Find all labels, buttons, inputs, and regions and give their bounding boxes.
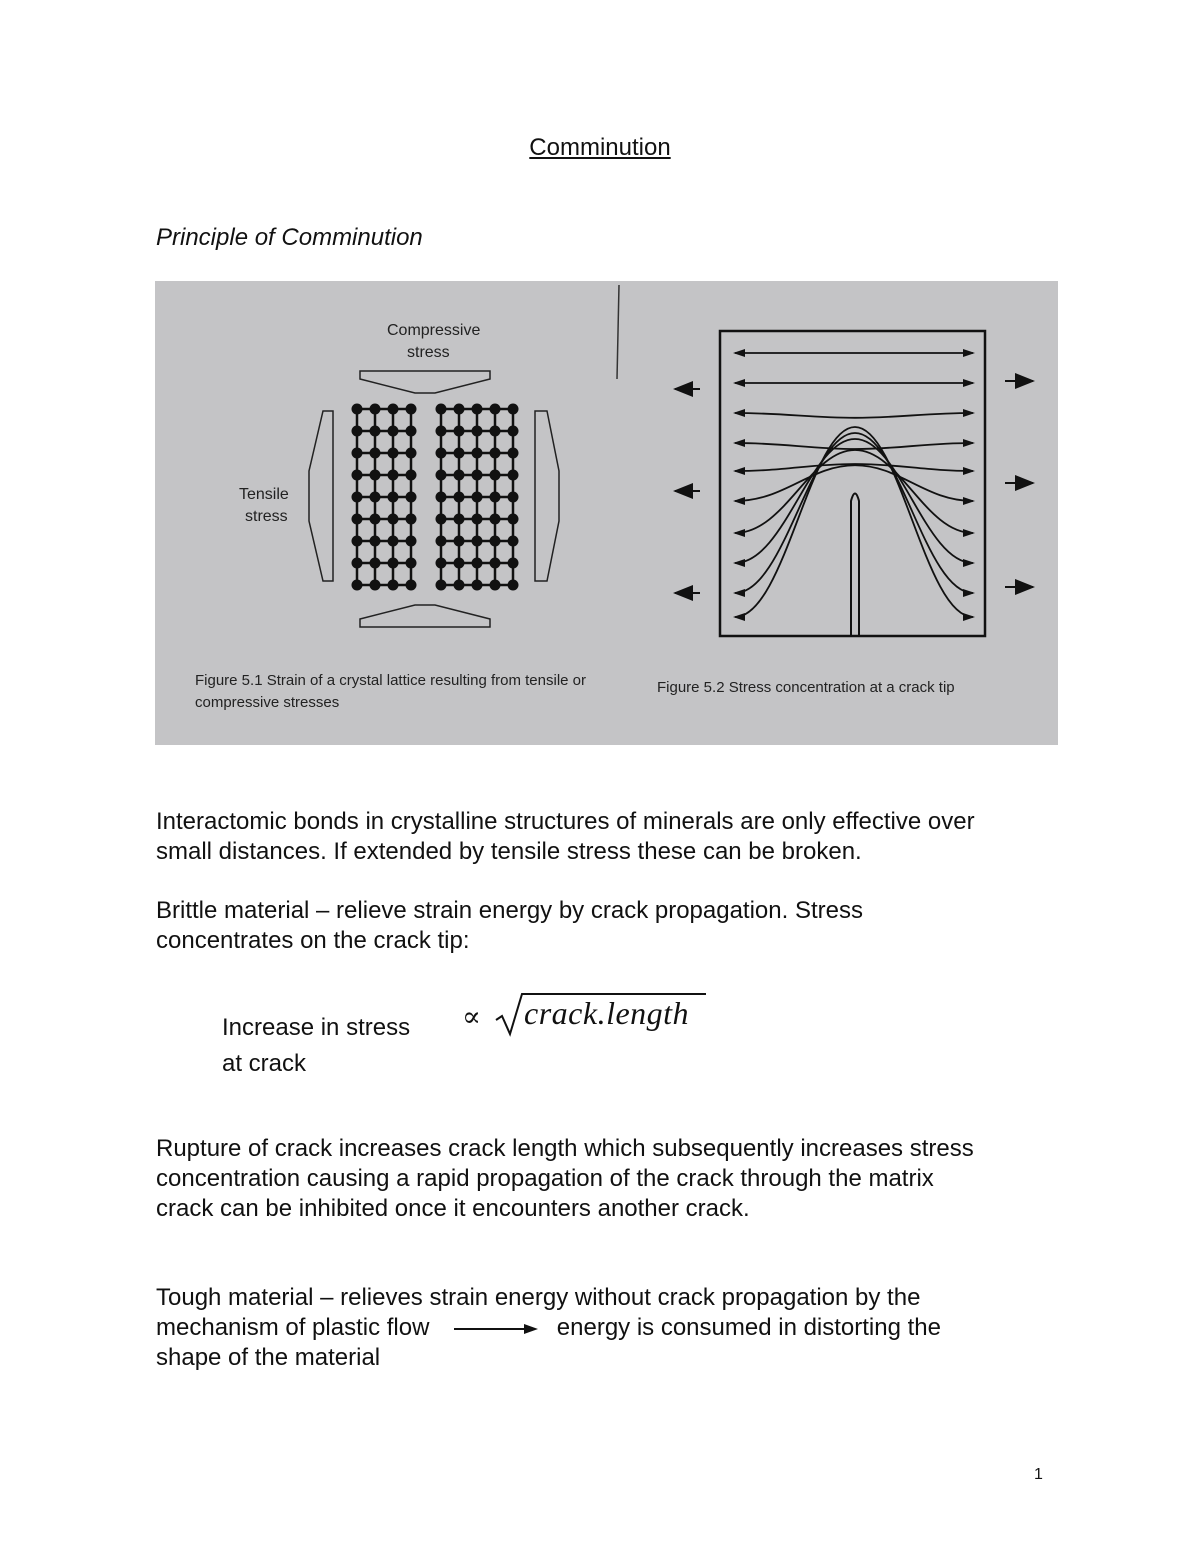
paragraph-line: concentration causing a rapid propagation of the crack through the matrix: [156, 1165, 934, 1192]
lattice-atom: [472, 514, 483, 525]
lattice-atom: [436, 470, 447, 481]
right-arrow-icon: [452, 1322, 542, 1336]
lattice-atom: [388, 492, 399, 503]
lattice-atom: [406, 580, 417, 591]
compressive-label-line2: stress: [407, 344, 450, 361]
paragraph-line: small distances. If extended by tensile stress these can be broken.: [156, 838, 862, 865]
equation-label-line: at crack: [222, 1050, 307, 1077]
lattice-atom: [436, 492, 447, 503]
lattice-atom: [472, 470, 483, 481]
lattice-atom: [352, 426, 363, 437]
field-arrowhead: [733, 613, 745, 621]
lattice-atom: [352, 580, 363, 591]
lattice-atom: [406, 558, 417, 569]
lattice-atom: [352, 404, 363, 415]
lattice-atom: [406, 448, 417, 459]
lattice-atom: [352, 536, 363, 547]
stress-field-line: [735, 413, 973, 418]
figure-5-1-caption-line1: Figure 5.1 Strain of a crystal lattice resulting from tensile or: [195, 672, 586, 689]
lattice-atom: [472, 558, 483, 569]
field-arrowhead: [963, 409, 975, 417]
lattice-atom: [436, 580, 447, 591]
paragraph-tough: [156, 1283, 1056, 1373]
lattice-atom: [370, 492, 381, 503]
field-arrowhead: [963, 439, 975, 447]
lattice-atom: [370, 536, 381, 547]
lattice-atom: [352, 492, 363, 503]
lattice-atom: [388, 404, 399, 415]
lattice-atom: [406, 426, 417, 437]
lattice-atom: [388, 558, 399, 569]
lattice-atom: [436, 558, 447, 569]
paragraph-line-with-arrow: [156, 1313, 1056, 1343]
lattice-atom: [490, 448, 501, 459]
field-arrowhead: [963, 379, 975, 387]
lattice-atom: [454, 448, 465, 459]
paragraph-brittle: [156, 896, 1056, 956]
lattice-atom: [454, 426, 465, 437]
lattice-atom: [508, 580, 519, 591]
lattice-atom: [508, 426, 519, 437]
equation-label: [222, 1010, 410, 1082]
stress-field-line: [735, 443, 973, 449]
lattice-atom: [490, 404, 501, 415]
field-arrowhead: [733, 439, 745, 447]
stress-field-line: [735, 427, 973, 617]
paragraph-line: Interactomic bonds in crystalline structures of minerals are only effective over: [156, 808, 975, 835]
field-arrowhead: [733, 589, 745, 597]
proportional-symbol: ∝: [462, 1000, 481, 1033]
tensile-label-line1: Tensile: [239, 486, 289, 503]
figure-divider: [617, 285, 619, 379]
lattice-atom: [370, 558, 381, 569]
lattice-atom: [388, 580, 399, 591]
lattice-atom: [472, 426, 483, 437]
lattice-atom: [472, 492, 483, 503]
lattice-atom: [454, 470, 465, 481]
field-arrowhead: [733, 529, 745, 537]
lattice-atom: [352, 470, 363, 481]
figure-5-1-caption-line2: compressive stresses: [195, 694, 340, 711]
lattice-atom: [388, 470, 399, 481]
compressive-arrow-bottom: [360, 605, 490, 627]
paragraph-line: Rupture of crack increases crack length which subsequently increases stress: [156, 1135, 974, 1162]
compressive-arrow-top: [360, 371, 490, 393]
lattice-atom: [370, 448, 381, 459]
lattice-atom: [454, 492, 465, 503]
lattice-atom: [388, 426, 399, 437]
lattice-atom: [436, 536, 447, 547]
figure-illustrations: [155, 281, 1058, 745]
stress-field-line: [735, 433, 973, 593]
lattice-atom: [454, 536, 465, 547]
crystal-lattice: [352, 404, 519, 591]
lattice-atom: [436, 404, 447, 415]
lattice-atom: [454, 580, 465, 591]
lattice-atom: [508, 492, 519, 503]
lattice-atom: [352, 448, 363, 459]
lattice-atom: [508, 514, 519, 525]
field-arrowhead: [733, 409, 745, 417]
equation-label-line: Increase in stress: [222, 1014, 411, 1041]
lattice-atom: [370, 470, 381, 481]
paragraph-line: concentrates on the crack tip:: [156, 927, 470, 954]
section-heading: Principle of Comminution: [156, 224, 423, 251]
lattice-atom: [508, 470, 519, 481]
lattice-atom: [388, 448, 399, 459]
equation-expression: crack.length: [524, 995, 690, 1031]
lattice-atom: [508, 558, 519, 569]
field-arrowhead: [733, 379, 745, 387]
lattice-atom: [490, 470, 501, 481]
compressive-label-line1: Compressive: [387, 322, 481, 339]
paragraph-line: Brittle material – relieve strain energy by crack propagation. Stress: [156, 897, 863, 924]
lattice-atom: [472, 404, 483, 415]
lattice-atom: [406, 536, 417, 547]
crack: [851, 494, 859, 637]
field-arrowhead: [963, 467, 975, 475]
lattice-atom: [370, 426, 381, 437]
lattice-atom: [436, 514, 447, 525]
lattice-atom: [454, 514, 465, 525]
field-arrowhead: [963, 529, 975, 537]
lattice-atom: [508, 536, 519, 547]
field-arrowhead: [733, 497, 745, 505]
lattice-atom: [454, 558, 465, 569]
lattice-atom: [436, 426, 447, 437]
paragraph-fragment: energy is consumed in distorting the: [556, 1314, 941, 1341]
lattice-atom: [352, 558, 363, 569]
stress-field-line: [735, 450, 973, 533]
lattice-atom: [454, 404, 465, 415]
lattice-atom: [490, 536, 501, 547]
field-arrowhead: [963, 613, 975, 621]
stress-field-lines: [733, 349, 975, 621]
tensile-arrow-left: [309, 411, 333, 581]
lattice-atom: [472, 536, 483, 547]
lattice-atom: [388, 536, 399, 547]
lattice-atom: [406, 492, 417, 503]
lattice-atom: [490, 514, 501, 525]
paragraph-line: shape of the material: [156, 1344, 381, 1371]
paragraph-line: Tough material – relieves strain energy without crack propagation by the: [156, 1284, 921, 1311]
tensile-label-line2: stress: [245, 508, 288, 525]
lattice-atom: [370, 580, 381, 591]
lattice-atom: [370, 404, 381, 415]
page-title: Comminution: [529, 134, 671, 161]
stress-field-line: [735, 465, 973, 501]
field-arrowhead: [733, 467, 745, 475]
crack-specimen-outline: [720, 331, 985, 636]
field-arrowhead: [733, 559, 745, 567]
lattice-atom: [508, 404, 519, 415]
stress-field-line: [735, 439, 973, 563]
lattice-atom: [406, 514, 417, 525]
lattice-atom: [490, 558, 501, 569]
tensile-arrow-right: [535, 411, 559, 581]
lattice-atom: [472, 448, 483, 459]
lattice-atom: [406, 404, 417, 415]
paragraph-bonds: [156, 807, 1056, 867]
figure-5-2-caption: Figure 5.2 Stress concentration at a crack tip: [657, 679, 955, 696]
lattice-atom: [472, 580, 483, 591]
field-arrowhead: [733, 349, 745, 357]
lattice-atom: [406, 470, 417, 481]
lattice-atom: [490, 492, 501, 503]
paragraph-line: crack can be inhibited once it encounters another crack.: [156, 1195, 750, 1222]
lattice-atom: [508, 448, 519, 459]
lattice-atom: [388, 514, 399, 525]
field-arrowhead: [963, 349, 975, 357]
lattice-atom: [352, 514, 363, 525]
field-arrowhead: [963, 589, 975, 597]
paragraph-fragment: mechanism of plastic flow: [156, 1314, 430, 1341]
lattice-atom: [436, 448, 447, 459]
lattice-atom: [490, 580, 501, 591]
lattice-atom: [370, 514, 381, 525]
field-arrowhead: [963, 559, 975, 567]
page-number: 1: [1034, 1466, 1043, 1483]
field-arrowhead: [963, 497, 975, 505]
paragraph-rupture: [156, 1134, 1056, 1224]
lattice-atom: [490, 426, 501, 437]
figure-panel: [155, 281, 1058, 745]
